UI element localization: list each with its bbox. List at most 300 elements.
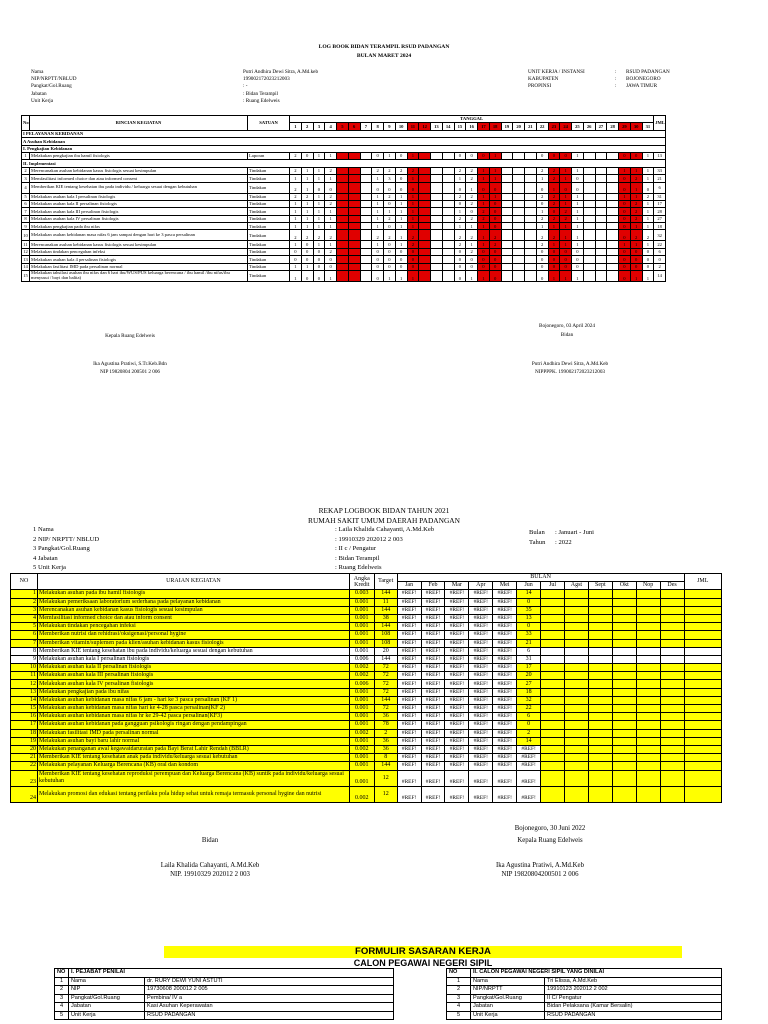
day-value <box>360 215 372 222</box>
rekap-month-value: 0 <box>517 598 541 606</box>
day-value: 1 <box>619 167 631 174</box>
day-value: 1 <box>290 241 302 248</box>
rekap-month-value <box>612 631 636 639</box>
day-value <box>513 223 525 230</box>
day-value: 0 <box>384 241 396 248</box>
rekap-row-no: 8 <box>11 647 38 655</box>
rekap-row-no: 6 <box>11 631 38 639</box>
logbook-no-header: No <box>22 116 30 131</box>
rekap-month-value <box>588 762 612 770</box>
rekap-month-value <box>612 688 636 696</box>
rekap-month-value: #REF! <box>421 754 445 762</box>
rekap-month-value: #REF! <box>493 737 517 745</box>
day-value: 1 <box>478 223 490 230</box>
day-value: 1 <box>454 223 466 230</box>
day-value: 1 <box>478 230 490 241</box>
section-asuhan <box>22 138 666 145</box>
rekap-month-value <box>541 639 565 647</box>
day-value: 2 <box>548 175 560 182</box>
rekap-month-value: #REF! <box>493 590 517 598</box>
rekap-row-jml <box>684 786 721 802</box>
day-value: 0 <box>560 152 572 159</box>
logbook-row <box>22 215 666 222</box>
day-value: 0 <box>372 152 384 159</box>
rekap-header-row <box>11 574 722 582</box>
sasaran-row-value: Tri Elissa, A.Md.Keb <box>545 977 722 986</box>
rekap-month-value <box>564 631 588 639</box>
rekap-month-value <box>612 721 636 729</box>
rekap-row-jml <box>684 762 721 770</box>
day-value <box>360 208 372 215</box>
day-value: 0 <box>630 248 642 255</box>
day-value: 0 <box>560 263 572 270</box>
day-value <box>337 208 349 215</box>
rekap-month-value <box>612 672 636 680</box>
section-pengkajian <box>22 145 666 152</box>
value-unit: : Ruang Edelweis <box>243 97 280 104</box>
day-value: 1 <box>642 215 654 222</box>
rekap-month-value: #REF! <box>397 713 421 721</box>
day-value: 2 <box>290 152 302 159</box>
rekap-month-value <box>541 623 565 631</box>
day-value <box>583 241 595 248</box>
rekap-month-value <box>636 770 660 786</box>
day-value: 0 <box>313 263 325 270</box>
rekap-row <box>11 786 722 802</box>
rekap-month-value: #REF! <box>469 762 493 770</box>
rekap-row-target: 12 <box>374 786 397 802</box>
day-value <box>419 230 431 241</box>
day-value: 1 <box>384 208 396 215</box>
rekap-month-value: #REF! <box>493 680 517 688</box>
rekap-month-value <box>564 786 588 802</box>
day-value <box>607 208 619 215</box>
rekap-month-value <box>660 713 684 721</box>
day-value: 0 <box>454 200 466 207</box>
rekap-month-value <box>636 598 660 606</box>
day-value <box>583 215 595 222</box>
day-value: 2 <box>384 193 396 200</box>
sasaran-row-no: 1 <box>55 977 69 986</box>
rekap-bulan-header: BULAN <box>397 574 684 582</box>
day-value: 2 <box>301 193 313 200</box>
logbook-row <box>22 271 666 282</box>
rekap-row-jml <box>684 770 721 786</box>
day-value <box>442 152 454 159</box>
rekap-sign-right-title: Kepala Ruang Edelweis <box>517 837 583 844</box>
day-value <box>583 175 595 182</box>
rekap-month-value <box>636 721 660 729</box>
rekap-sign-left-name: Laila Khalida Cahayanti, A.Md.Keb <box>160 862 260 869</box>
rekap-month-value: #REF! <box>397 721 421 729</box>
rekap-month-value: #REF! <box>493 664 517 672</box>
rekap-month-value <box>541 696 565 704</box>
day-value <box>595 241 607 248</box>
day-value: 2 <box>536 167 548 174</box>
day-value: 1 <box>395 215 407 222</box>
row-no: 6 <box>22 200 30 207</box>
day-value: 2 <box>384 230 396 241</box>
day-value: 1 <box>290 215 302 222</box>
rekap-month-value: #REF! <box>445 680 469 688</box>
rekap-value-nama: : Laila Khalida Cahayanti, A.Md.Keb <box>335 526 435 533</box>
day-value: 0 <box>489 215 501 222</box>
day-value <box>595 263 607 270</box>
day-value <box>513 152 525 159</box>
rekap-month-value <box>636 729 660 737</box>
rekap-month-value <box>588 705 612 713</box>
rekap-label-unit: 5 Unit Kerja <box>33 564 66 572</box>
day-value: 1 <box>548 182 560 193</box>
day-value: 2 <box>548 215 560 222</box>
day-value: 1 <box>313 223 325 230</box>
day-value: 0 <box>489 208 501 215</box>
rekap-month-value: #REF! <box>469 655 493 663</box>
day-value: 1 <box>301 208 313 215</box>
day-value <box>337 256 349 263</box>
day-header: 9 <box>384 123 396 130</box>
rekap-row-no: 21 <box>11 754 38 762</box>
row-kegiatan: Melakukan tahsilasi asuhan ibu nifas dan 6 hari ibu/WUS/PUS keluarga berencana / ibu hamil /ibu nifas/ibu menyusui / bayi dan balita) <box>30 271 248 282</box>
sasaran-row-label: NIP <box>69 986 145 995</box>
rekap-month-value <box>636 754 660 762</box>
logbook-title: LOG BOOK BIDAN TERAMPIL RSUD PADANGAN <box>318 44 450 50</box>
rekap-row <box>11 664 722 672</box>
day-value: 1 <box>407 223 419 230</box>
rekap-row <box>11 696 722 704</box>
rekap-month-value: #REF! <box>493 647 517 655</box>
sasaran-row-label: Jabatan <box>69 1003 145 1012</box>
day-value: 0 <box>466 263 478 270</box>
rekap-row-uraian: Melakukan asuhan kala I persalinan fisiologis <box>38 655 350 663</box>
day-value <box>513 167 525 174</box>
rekap-month-value <box>541 655 565 663</box>
rekap-period-values <box>555 528 594 547</box>
rekap-month-value <box>588 655 612 663</box>
day-value <box>501 215 513 222</box>
row-no: 10 <box>22 230 30 241</box>
day-value: 0 <box>560 182 572 193</box>
row-jml: 27 <box>654 215 666 222</box>
rekap-month-value: #REF! <box>421 721 445 729</box>
rekap-month-value <box>660 598 684 606</box>
day-header: 30 <box>630 123 642 130</box>
rekap-month-value: 0 <box>517 623 541 631</box>
rekap-month-value <box>541 614 565 622</box>
rekap-row-kredit: 0.006 <box>349 655 374 663</box>
day-value: 0 <box>619 175 631 182</box>
label-unit: Unit Kerja <box>31 97 54 104</box>
rekap-month-value: #REF! <box>421 623 445 631</box>
rekap-row <box>11 770 722 786</box>
rekap-month-value <box>612 745 636 753</box>
rekap-month-value: #REF! <box>469 729 493 737</box>
logbook-row <box>22 241 666 248</box>
day-value: 2 <box>466 215 478 222</box>
day-value <box>583 200 595 207</box>
rekap-month-value <box>636 639 660 647</box>
rekap-row <box>11 688 722 696</box>
row-jml: 6 <box>654 182 666 193</box>
rekap-month-value <box>564 598 588 606</box>
rekap-month-value <box>541 729 565 737</box>
logbook-kegiatan-header: RINCIAN KEGIATAN <box>30 116 248 131</box>
rekap-month-value: #REF! <box>397 696 421 704</box>
rekap-month-value <box>588 696 612 704</box>
sasaran-row <box>447 1011 722 1020</box>
day-value: 2 <box>325 167 337 174</box>
rekap-month-value: #REF! <box>421 598 445 606</box>
rekap-row-kredit: 0.001 <box>349 721 374 729</box>
row-jml: 22 <box>654 241 666 248</box>
day-value: 2 <box>301 230 313 241</box>
day-value: 1 <box>301 182 313 193</box>
rekap-month-value <box>636 745 660 753</box>
day-value <box>595 248 607 255</box>
day-value: 1 <box>372 175 384 182</box>
rekap-month-value <box>564 705 588 713</box>
day-value: 1 <box>395 208 407 215</box>
day-value <box>419 208 431 215</box>
rekap-jml-header: JML <box>684 574 721 590</box>
rekap-month-value: #REF! <box>421 639 445 647</box>
sasaran-left-title-header: I. PEJABAT PENILAI <box>69 969 394 978</box>
day-value: 2 <box>290 193 302 200</box>
day-value: 0 <box>642 263 654 270</box>
day-value: 0 <box>372 263 384 270</box>
day-value: 0 <box>454 248 466 255</box>
day-value: 0 <box>325 182 337 193</box>
day-value <box>348 208 360 215</box>
rekap-row-kredit: 0.002 <box>349 672 374 680</box>
row-satuan: Tindakan <box>248 230 290 241</box>
day-value <box>583 208 595 215</box>
rekap-row-target: 11 <box>374 598 397 606</box>
day-header: 16 <box>466 123 478 130</box>
day-value <box>583 256 595 263</box>
day-value: 1 <box>372 241 384 248</box>
row-no: 8 <box>22 215 30 222</box>
day-value: 0 <box>372 271 384 282</box>
row-no: 3 <box>22 175 30 182</box>
day-value <box>501 167 513 174</box>
rekap-month-value <box>588 664 612 672</box>
day-value: 0 <box>630 152 642 159</box>
rekap-row-target: 72 <box>374 672 397 680</box>
day-value: 2 <box>536 241 548 248</box>
rekap-month-value <box>564 696 588 704</box>
day-value: 1 <box>478 200 490 207</box>
rekap-row-no: 14 <box>11 696 38 704</box>
day-value: 1 <box>572 241 584 248</box>
rekap-title-2: RUMAH SAKIT UMUM DAERAH PADANGAN <box>308 516 460 525</box>
rekap-row-no: 18 <box>11 729 38 737</box>
day-value: 1 <box>407 208 419 215</box>
sasaran-cpns-table <box>446 968 722 1020</box>
day-value <box>360 167 372 174</box>
rekap-target-header: Target <box>374 574 397 590</box>
rekap-month-value: #REF! <box>517 786 541 802</box>
day-value <box>360 241 372 248</box>
day-value: 0 <box>642 256 654 263</box>
day-value: 0 <box>466 256 478 263</box>
rekap-month-value <box>564 745 588 753</box>
rekap-month-value: #REF! <box>445 762 469 770</box>
sasaran-row-value: Pembina/ IV a <box>145 994 394 1003</box>
sasaran-row-no: 5 <box>55 1011 69 1020</box>
rekap-month-value: #REF! <box>493 745 517 753</box>
rekap-sign-left-title: Bidan <box>201 837 219 844</box>
day-value: 2 <box>290 167 302 174</box>
day-value <box>431 208 443 215</box>
day-header: 10 <box>395 123 407 130</box>
day-value: 0 <box>384 200 396 207</box>
rekap-month-value <box>541 688 565 696</box>
day-value: 1 <box>395 271 407 282</box>
day-value: 1 <box>642 223 654 230</box>
day-value <box>525 193 537 200</box>
logbook-tanggal-header: TANGGAL <box>290 116 654 123</box>
rekap-row-kredit: 0.002 <box>349 729 374 737</box>
rekap-row-no: 16 <box>11 713 38 721</box>
rekap-row-no: 15 <box>11 705 38 713</box>
day-value: 0 <box>548 263 560 270</box>
rekap-month-value: #REF! <box>397 770 421 786</box>
day-value: 0 <box>407 263 419 270</box>
row-kegiatan: Memfasilitasi informed choice dan atau informed consent <box>30 175 248 182</box>
day-value: 1 <box>572 200 584 207</box>
month-header: Agst <box>564 582 588 590</box>
rekap-month-value: #REF! <box>397 647 421 655</box>
day-value <box>431 167 443 174</box>
rekap-month-value: #REF! <box>493 754 517 762</box>
rekap-row-jml <box>684 647 721 655</box>
rekap-row-jml <box>684 754 721 762</box>
label-jabatan: Jabatan <box>31 90 47 97</box>
logbook-sign-left-nip: NIP 19820804 200501 2 006 <box>99 369 161 375</box>
day-header: 2 <box>301 123 313 130</box>
rekap-month-value <box>564 721 588 729</box>
day-header: 14 <box>442 123 454 130</box>
sasaran-row-no: 4 <box>447 1003 471 1012</box>
day-value: 0 <box>407 256 419 263</box>
day-value: 0 <box>572 248 584 255</box>
rekap-month-value <box>660 672 684 680</box>
day-header: 17 <box>478 123 490 130</box>
rekap-row-target: 108 <box>374 639 397 647</box>
row-jml: 6 <box>654 248 666 255</box>
rekap-row <box>11 672 722 680</box>
rekap-month-value <box>564 639 588 647</box>
row-satuan: Tindakan <box>248 182 290 193</box>
day-value <box>431 182 443 193</box>
rekap-month-value: #REF! <box>445 737 469 745</box>
rekap-row-uraian: Memberikan vitamin/suplemen pada klien/asuhan kebidanan kasus fisiologis <box>38 639 350 647</box>
day-value <box>607 182 619 193</box>
rekap-month-value: #REF! <box>421 737 445 745</box>
rekap-month-value: #REF! <box>397 631 421 639</box>
day-value: 0 <box>372 256 384 263</box>
rekap-bulan-label: Bulan <box>529 529 545 536</box>
day-value: 0 <box>548 248 560 255</box>
sasaran-row-no: 4 <box>55 1003 69 1012</box>
day-value: 0 <box>619 182 631 193</box>
day-value: 0 <box>384 182 396 193</box>
rekap-month-value: #REF! <box>445 598 469 606</box>
rekap-month-value <box>612 713 636 721</box>
rekap-month-value: #REF! <box>421 606 445 614</box>
rekap-month-value <box>588 639 612 647</box>
sasaran-row-no: 2 <box>447 986 471 995</box>
day-value <box>525 200 537 207</box>
rekap-month-value: #REF! <box>493 598 517 606</box>
day-value <box>337 215 349 222</box>
day-value: 2 <box>478 215 490 222</box>
logbook-row <box>22 167 666 174</box>
day-value <box>501 256 513 263</box>
day-value <box>337 200 349 207</box>
rekap-month-value: #REF! <box>397 639 421 647</box>
rekap-row-kredit: 0.001 <box>349 770 374 786</box>
row-satuan: Tindakan <box>248 241 290 248</box>
day-value <box>419 182 431 193</box>
day-value <box>337 248 349 255</box>
rekap-row-jml <box>684 745 721 753</box>
rekap-month-value: #REF! <box>493 762 517 770</box>
rekap-month-value <box>636 713 660 721</box>
day-value <box>513 182 525 193</box>
rekap-month-value: #REF! <box>397 737 421 745</box>
day-value <box>595 175 607 182</box>
day-value: 1 <box>407 152 419 159</box>
rekap-month-value: #REF! <box>421 770 445 786</box>
row-kegiatan: Merencanakan asuhan kebidanan kasus fisiologis sesuai kesimpulan <box>30 241 248 248</box>
logbook-row <box>22 193 666 200</box>
rekap-month-value <box>564 713 588 721</box>
day-header: 18 <box>489 123 501 130</box>
rekap-month-value <box>564 590 588 598</box>
row-jml: 33 <box>654 167 666 174</box>
rekap-tahun-label: Tahun <box>529 538 546 546</box>
day-value: 1 <box>313 208 325 215</box>
rekap-row <box>11 705 722 713</box>
day-value: 1 <box>536 175 548 182</box>
day-value: 2 <box>325 248 337 255</box>
day-value: 2 <box>384 215 396 222</box>
rekap-row-kredit: 0.001 <box>349 598 374 606</box>
sasaran-row-value: II C/ Pengatur <box>545 994 722 1003</box>
rekap-month-value: #REF! <box>445 745 469 753</box>
day-value: 0 <box>619 230 631 241</box>
day-value: 1 <box>548 223 560 230</box>
day-value <box>595 215 607 222</box>
day-value <box>419 223 431 230</box>
row-satuan: Tindakan <box>248 208 290 215</box>
rekap-month-value <box>660 590 684 598</box>
day-value: 1 <box>489 175 501 182</box>
day-value: 1 <box>325 271 337 282</box>
day-value <box>525 215 537 222</box>
rekap-month-value <box>541 745 565 753</box>
day-value: 1 <box>407 193 419 200</box>
rekap-row-uraian: Melakukan fasilitasi IMD pada persalinan normal <box>38 729 350 737</box>
rekap-row-target: 72 <box>374 680 397 688</box>
day-value: 1 <box>384 152 396 159</box>
rekap-month-value: #REF! <box>421 614 445 622</box>
rekap-row-no: 7 <box>11 639 38 647</box>
row-jml: 28 <box>654 208 666 215</box>
day-value: 2 <box>536 230 548 241</box>
